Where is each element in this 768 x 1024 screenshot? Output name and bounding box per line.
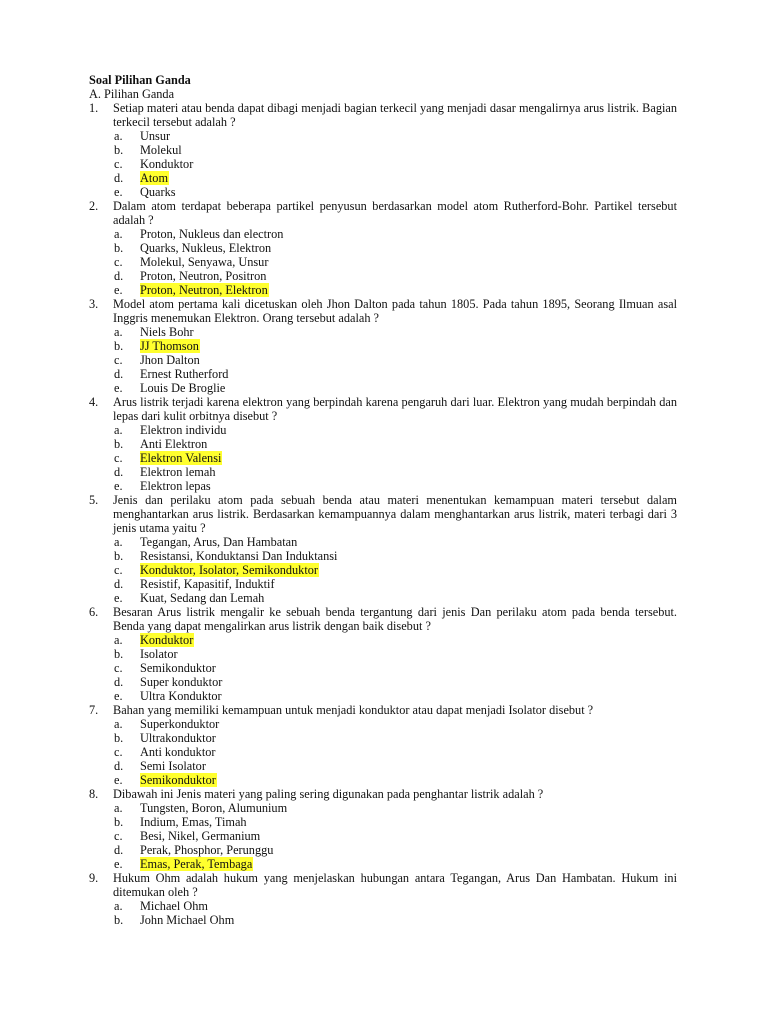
answer-option <box>89 353 677 367</box>
question-text: Arus listrik terjadi karena elektron yang berpindah karena pengaruh dari luar. Elektron yang mudah berpindah dan lepas dari kulit orbitnya disebut ? <box>113 395 677 423</box>
option-letter: d. <box>114 577 124 591</box>
question-3 <box>89 297 677 395</box>
option-letter: a. <box>114 801 123 815</box>
answer-option <box>89 283 677 297</box>
answer-option <box>89 535 677 549</box>
option-letter: b. <box>114 913 124 927</box>
question-number: 6. <box>89 605 99 619</box>
question-number: 8. <box>89 787 99 801</box>
option-letter: a. <box>114 899 123 913</box>
option-letter: a. <box>114 129 123 143</box>
option-text: Elektron individu <box>140 423 227 437</box>
option-letter: e. <box>114 773 123 787</box>
answer-option <box>89 829 677 843</box>
option-letter: e. <box>114 381 123 395</box>
option-text: John Michael Ohm <box>140 913 235 927</box>
option-letter: c. <box>114 745 123 759</box>
answer-option <box>89 801 677 815</box>
option-text: Kuat, Sedang dan Lemah <box>140 591 265 605</box>
option-letter: b. <box>114 339 124 353</box>
answer-option <box>89 913 677 927</box>
option-text: Resistansi, Konduktansi Dan Induktansi <box>140 549 338 563</box>
answer-option <box>89 437 677 451</box>
option-text: Super konduktor <box>140 675 223 689</box>
option-text: Tegangan, Arus, Dan Hambatan <box>140 535 298 549</box>
answer-option <box>89 185 677 199</box>
question-6 <box>89 605 677 703</box>
question-number: 2. <box>89 199 99 213</box>
highlighted-answer: Atom <box>140 171 169 185</box>
option-text: Proton, Neutron, Positron <box>140 269 267 283</box>
option-letter: d. <box>114 675 124 689</box>
question-number: 9. <box>89 871 99 885</box>
answer-option <box>89 563 677 577</box>
question-text: Dalam atom terdapat beberapa partikel penyusun berdasarkan model atom Rutherford-Bohr. Partikel tersebut adalah ? <box>113 199 677 227</box>
option-letter: b. <box>114 647 124 661</box>
option-text: Ernest Rutherford <box>140 367 229 381</box>
option-letter: d. <box>114 759 124 773</box>
option-text: Superkonduktor <box>140 717 220 731</box>
answer-option <box>89 843 677 857</box>
answer-option <box>89 899 677 913</box>
highlighted-answer: Konduktor <box>140 633 194 647</box>
answer-option <box>89 815 677 829</box>
answer-option <box>89 143 677 157</box>
answer-option <box>89 759 677 773</box>
option-text: Isolator <box>140 647 178 661</box>
answer-option <box>89 661 677 675</box>
question-number: 4. <box>89 395 99 409</box>
option-text: Indium, Emas, Timah <box>140 815 247 829</box>
option-text: Ultrakonduktor <box>140 731 216 745</box>
option-text: Anti Elektron <box>140 437 208 451</box>
option-letter: d. <box>114 465 124 479</box>
option-letter: d. <box>114 367 124 381</box>
question-8 <box>89 787 677 871</box>
question-text: Besaran Arus listrik mengalir ke sebuah benda tergantung dari jenis Dan perilaku atom pada benda tersebut. Benda yang dapat mengalirkan arus listrik dengan baik disebut ? <box>113 605 677 633</box>
option-text: Resistif, Kapasitif, Induktif <box>140 577 275 591</box>
option-letter: a. <box>114 227 123 241</box>
option-text: Quarks, Nukleus, Elektron <box>140 241 272 255</box>
question-5 <box>89 493 677 605</box>
option-letter: c. <box>114 661 123 675</box>
option-text: Molekul, Senyawa, Unsur <box>140 255 269 269</box>
option-letter: e. <box>114 185 123 199</box>
answer-option <box>89 549 677 563</box>
answer-option <box>89 675 677 689</box>
answer-option <box>89 129 677 143</box>
highlighted-answer: Emas, Perak, Tembaga <box>140 857 253 871</box>
option-letter: e. <box>114 591 123 605</box>
question-text: Hukum Ohm adalah hukum yang menjelaskan hubungan antara Tegangan, Arus Dan Hambatan. Hukum ini ditemukan oleh ? <box>113 871 677 899</box>
question-number: 1. <box>89 101 99 115</box>
option-letter: e. <box>114 857 123 871</box>
option-text: Unsur <box>140 129 171 143</box>
answer-option <box>89 591 677 605</box>
option-letter: d. <box>114 269 124 283</box>
answer-option <box>89 241 677 255</box>
option-text: Proton, Nukleus dan electron <box>140 227 284 241</box>
option-letter: b. <box>114 241 124 255</box>
highlighted-answer: Proton, Neutron, Elektron <box>140 283 268 297</box>
answer-option <box>89 423 677 437</box>
option-letter: b. <box>114 143 124 157</box>
option-text: Niels Bohr <box>140 325 194 339</box>
answer-option <box>89 325 677 339</box>
option-letter: d. <box>114 843 124 857</box>
option-letter: c. <box>114 563 123 577</box>
question-text: Dibawah ini Jenis materi yang paling sering digunakan pada penghantar listrik adalah ? <box>113 787 544 801</box>
option-letter: a. <box>114 423 123 437</box>
option-text: Molekul <box>140 143 182 157</box>
answer-option <box>89 367 677 381</box>
question-number: 5. <box>89 493 99 507</box>
option-letter: b. <box>114 815 124 829</box>
option-letter: c. <box>114 157 123 171</box>
answer-option <box>89 647 677 661</box>
option-text: Elektron lemah <box>140 465 216 479</box>
option-letter: e. <box>114 479 123 493</box>
question-number: 7. <box>89 703 99 717</box>
question-text: Bahan yang memiliki kemampuan untuk menjadi konduktor atau dapat menjadi Isolator disebut ? <box>113 703 594 717</box>
option-letter: b. <box>114 731 124 745</box>
highlighted-answer: Konduktor, Isolator, Semikonduktor <box>140 563 318 577</box>
option-letter: a. <box>114 717 123 731</box>
option-text: Konduktor <box>140 157 194 171</box>
option-text: Semi Isolator <box>140 759 206 773</box>
highlighted-answer: Semikonduktor <box>140 773 216 787</box>
section-heading: A. Pilihan Ganda <box>89 87 175 101</box>
answer-option <box>89 171 677 185</box>
option-letter: c. <box>114 829 123 843</box>
question-list <box>89 101 677 927</box>
answer-option <box>89 451 677 465</box>
answer-option <box>89 269 677 283</box>
option-text: Jhon Dalton <box>140 353 200 367</box>
document-title: Soal Pilihan Ganda <box>89 73 191 87</box>
answer-option <box>89 465 677 479</box>
option-letter: e. <box>114 283 123 297</box>
answer-option <box>89 773 677 787</box>
option-text: Semikonduktor <box>140 661 216 675</box>
option-letter: b. <box>114 437 124 451</box>
highlighted-answer: JJ Thomson <box>140 339 199 353</box>
question-2 <box>89 199 677 297</box>
answer-option <box>89 717 677 731</box>
answer-option <box>89 633 677 647</box>
answer-option <box>89 227 677 241</box>
question-1 <box>89 101 677 199</box>
option-letter: d. <box>114 171 124 185</box>
answer-option <box>89 577 677 591</box>
question-text: Jenis dan perilaku atom pada sebuah benda atau materi menentukan kemampuan materi tersebut dalam menghantarkan arus listrik. Berdasarkan kemampuannya dalam menghantarkan arus listrik, materi terbagi dari 3 jenis utama yaitu ? <box>113 493 677 535</box>
answer-option <box>89 479 677 493</box>
option-text: Besi, Nikel, Germanium <box>140 829 261 843</box>
option-text: Perak, Phosphor, Perunggu <box>140 843 274 857</box>
option-text: Michael Ohm <box>140 899 208 913</box>
option-letter: c. <box>114 353 123 367</box>
question-number: 3. <box>89 297 99 311</box>
option-letter: a. <box>114 633 123 647</box>
option-text: Quarks <box>140 185 176 199</box>
answer-option <box>89 255 677 269</box>
answer-option <box>89 731 677 745</box>
option-letter: a. <box>114 535 123 549</box>
highlighted-answer: Elektron Valensi <box>140 451 222 465</box>
question-text: Setiap materi atau benda dapat dibagi menjadi bagian terkecil yang menjadi dasar mengalirnya arus listrik. Bagian terkecil tersebut adalah ? <box>113 101 677 129</box>
option-letter: e. <box>114 689 123 703</box>
option-letter: c. <box>114 255 123 269</box>
answer-option <box>89 689 677 703</box>
option-letter: b. <box>114 549 124 563</box>
option-text: Anti konduktor <box>140 745 216 759</box>
question-text: Model atom pertama kali dicetuskan oleh Jhon Dalton pada tahun 1805. Pada tahun 1895, Seorang Ilmuan asal Inggris menemukan Elektron. Orang tersebut adalah ? <box>113 297 677 325</box>
option-text: Elektron lepas <box>140 479 211 493</box>
answer-option <box>89 745 677 759</box>
answer-option <box>89 157 677 171</box>
option-text: Louis De Broglie <box>140 381 226 395</box>
option-text: Ultra Konduktor <box>140 689 222 703</box>
option-letter: c. <box>114 451 123 465</box>
answer-option <box>89 339 677 353</box>
question-9 <box>89 871 677 927</box>
answer-option <box>89 857 677 871</box>
answer-option <box>89 381 677 395</box>
question-7 <box>89 703 677 787</box>
question-4 <box>89 395 677 493</box>
option-letter: a. <box>114 325 123 339</box>
option-text: Tungsten, Boron, Alumunium <box>140 801 288 815</box>
